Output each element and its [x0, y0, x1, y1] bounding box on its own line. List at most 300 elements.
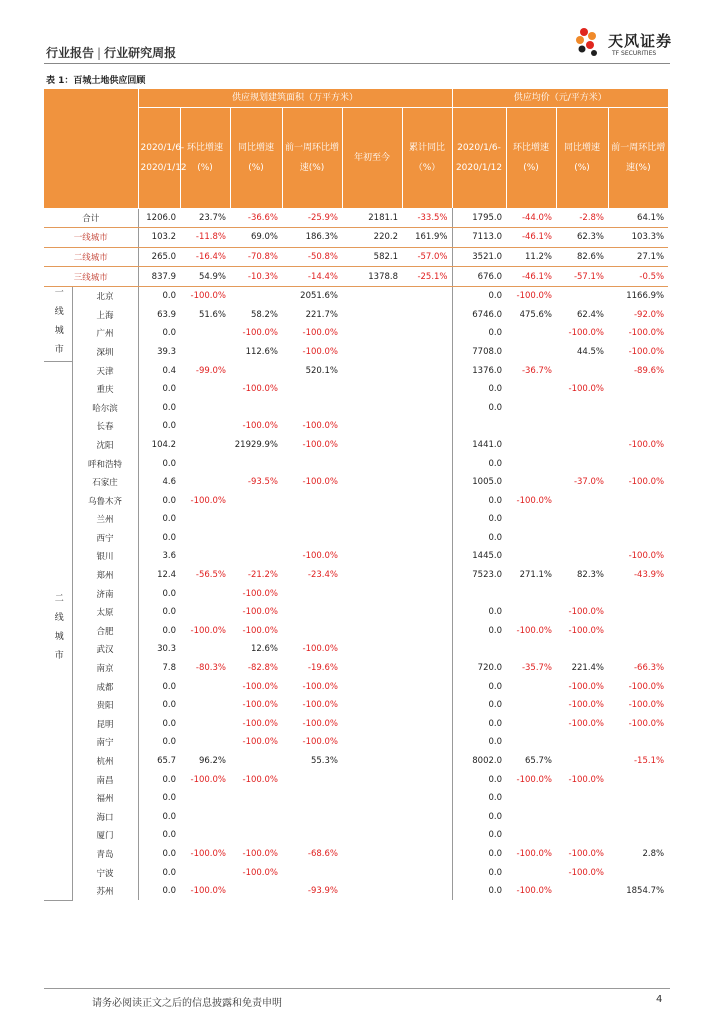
table-cell — [506, 343, 556, 362]
table-cell: 103.2 — [138, 228, 180, 248]
table-cell: -0.5% — [608, 267, 668, 287]
table-cell: 0.0 — [138, 677, 180, 696]
table-cell: -92.0% — [633, 309, 665, 320]
table-cell: 520.1% — [305, 365, 338, 376]
table-cell — [506, 547, 556, 566]
table-row — [44, 715, 668, 734]
table-cell — [282, 622, 342, 641]
table-cell — [342, 361, 402, 380]
table-cell — [180, 380, 230, 399]
table-cell: 0.0 — [452, 491, 506, 510]
table-cell: 0.0 — [452, 603, 506, 622]
table-cell: -100.0% — [190, 774, 226, 785]
table-cell — [180, 529, 230, 548]
table-cell — [506, 733, 556, 752]
header-blank — [44, 89, 138, 208]
table-row — [44, 584, 668, 603]
table-cell — [342, 733, 402, 752]
table-cell — [402, 770, 452, 789]
table-cell — [506, 808, 556, 827]
table-cell — [230, 510, 282, 529]
logo-name-en: TF SECURITIES — [612, 50, 657, 57]
table-cell — [342, 715, 402, 734]
table-cell: 96.2% — [198, 756, 226, 767]
table-row — [44, 286, 668, 305]
column-header: 同比增速(%) — [230, 108, 282, 209]
table-cell: -100.0% — [242, 737, 278, 748]
column-header: 前一周环比增速(%) — [608, 108, 668, 209]
table-cell: 1378.8 — [342, 267, 402, 287]
table-cell: -37.0% — [573, 477, 605, 488]
table-cell: -100.0% — [568, 848, 605, 859]
table-cell — [608, 808, 668, 827]
table-row — [44, 640, 668, 659]
table-cell: 0.0 — [138, 417, 180, 436]
table-cell — [608, 398, 668, 417]
table-cell: 51.6% — [198, 309, 226, 320]
table-row — [44, 547, 668, 566]
row-name: 广州 — [96, 329, 114, 340]
table-cell: -100.0% — [242, 848, 278, 859]
table-cell: -100.0% — [242, 700, 278, 711]
row-name: 兰州 — [96, 515, 114, 526]
table-cell: 0.0 — [138, 529, 180, 548]
table-cell — [230, 361, 282, 380]
table-cell: 0.0 — [138, 733, 180, 752]
table-cell: 475.6% — [519, 309, 553, 320]
table-cell: -23.4% — [307, 570, 338, 581]
table-cell — [230, 529, 282, 548]
table-cell: -100.0% — [628, 346, 665, 357]
table-cell — [608, 863, 668, 882]
table-cell — [342, 436, 402, 455]
table-cell — [402, 286, 452, 305]
table-row — [44, 361, 668, 380]
table-cell — [556, 640, 608, 659]
table-cell — [282, 491, 342, 510]
table-cell: -57.0% — [402, 247, 452, 267]
table-cell: -46.1% — [506, 267, 556, 287]
table-cell: -100.0% — [516, 774, 553, 785]
table-cell — [180, 696, 230, 715]
table-cell — [556, 361, 608, 380]
table-cell — [402, 715, 452, 734]
table-row — [44, 752, 668, 771]
table-cell — [556, 547, 608, 566]
table-cell: 220.2 — [342, 228, 402, 248]
table-cell — [402, 622, 452, 641]
table-cell: 221.7% — [305, 309, 338, 320]
table-cell: -25.9% — [282, 208, 342, 228]
table-cell — [402, 473, 452, 492]
table-cell — [556, 454, 608, 473]
table-cell: 0.0 — [138, 696, 180, 715]
table-cell: -100.0% — [516, 848, 553, 859]
table-cell: -44.0% — [506, 208, 556, 228]
table-cell: 65.7 — [138, 752, 180, 771]
table-cell — [230, 547, 282, 566]
summary-row-tier — [44, 247, 668, 267]
table-cell — [402, 305, 452, 324]
table-cell — [282, 863, 342, 882]
row-name: 乌鲁木齐 — [87, 496, 122, 507]
table-row — [44, 324, 668, 343]
table-cell — [282, 510, 342, 529]
row-name: 济南 — [96, 589, 114, 600]
table-cell: 12.6% — [250, 644, 278, 655]
table-cell: 8002.0 — [452, 752, 506, 771]
table-cell — [402, 324, 452, 343]
table-cell: 2.8% — [642, 848, 665, 859]
table-cell: 2181.1 — [342, 208, 402, 228]
table-cell — [402, 733, 452, 752]
table-cell — [402, 510, 452, 529]
table-cell: 54.9% — [180, 267, 230, 287]
table-row — [44, 770, 668, 789]
table-cell: -100.0% — [568, 774, 605, 785]
table-cell: 7113.0 — [452, 228, 506, 248]
table-cell — [180, 547, 230, 566]
row-name: 海口 — [96, 812, 114, 823]
table-row — [44, 343, 668, 362]
table-cell — [230, 286, 282, 305]
column-header: 环比增速(%) — [506, 108, 556, 209]
table-row — [44, 603, 668, 622]
table-cell — [180, 510, 230, 529]
row-name: 南昌 — [96, 775, 114, 786]
table-cell — [180, 324, 230, 343]
table-cell — [506, 324, 556, 343]
table-cell — [402, 659, 452, 678]
summary-row-total — [44, 208, 668, 228]
table-cell: 39.3 — [138, 343, 180, 362]
row-name: 银川 — [96, 552, 114, 563]
table-cell: -100.0% — [302, 700, 338, 711]
table-cell: 265.0 — [138, 247, 180, 267]
table-cell — [506, 863, 556, 882]
row-name: 福州 — [96, 794, 114, 805]
table-cell — [342, 491, 402, 510]
table-cell — [556, 752, 608, 771]
row-name: 厦门 — [96, 831, 114, 842]
table-row — [44, 417, 668, 436]
table-cell — [180, 603, 230, 622]
table-cell — [180, 789, 230, 808]
table-cell: -100.0% — [242, 421, 278, 432]
table-cell: 82.3% — [577, 570, 605, 581]
table-cell: 65.7% — [525, 756, 553, 767]
row-name: 武汉 — [96, 645, 114, 656]
table-cell — [506, 398, 556, 417]
table-row — [44, 566, 668, 585]
table-cell: 0.0 — [138, 622, 180, 641]
table-cell: 1441.0 — [452, 436, 506, 455]
table-cell — [180, 454, 230, 473]
table-cell — [342, 752, 402, 771]
table-cell — [506, 529, 556, 548]
table-cell — [402, 547, 452, 566]
table-cell: -15.1% — [633, 756, 665, 767]
table-cell — [230, 826, 282, 845]
column-header: 年初至今 — [342, 108, 402, 209]
table-row — [44, 789, 668, 808]
table-cell: 0.0 — [138, 789, 180, 808]
table-cell: -93.5% — [247, 477, 278, 488]
table-cell — [608, 733, 668, 752]
column-header: 环比增速(%) — [180, 108, 230, 209]
table-cell — [342, 324, 402, 343]
row-name: 郑州 — [96, 571, 114, 582]
table-cell: -100.0% — [516, 495, 553, 506]
table-cell — [506, 417, 556, 436]
table-cell — [342, 882, 402, 901]
table-cell — [342, 529, 402, 548]
table-cell: 221.4% — [571, 663, 605, 674]
table-cell: -100.0% — [190, 625, 226, 636]
table-cell — [180, 436, 230, 455]
table-cell — [402, 491, 452, 510]
table-cell — [402, 696, 452, 715]
table-cell — [402, 454, 452, 473]
table-cell: -21.2% — [247, 570, 278, 581]
table-cell — [180, 584, 230, 603]
table-cell: 0.0 — [138, 584, 180, 603]
table-cell: 0.0 — [138, 845, 180, 864]
table-cell: -68.6% — [307, 848, 338, 859]
table-cell: 11.2% — [506, 247, 556, 267]
table-cell — [608, 603, 668, 622]
table-cell: 0.0 — [452, 398, 506, 417]
table-cell: 44.5% — [577, 346, 605, 357]
table-cell: 582.1 — [342, 247, 402, 267]
table-cell — [402, 566, 452, 585]
row-name: 合计 — [44, 208, 138, 228]
row-name: 杭州 — [96, 757, 114, 768]
table-cell: 64.1% — [608, 208, 668, 228]
table-cell: 0.0 — [138, 808, 180, 827]
table-cell: 6746.0 — [452, 305, 506, 324]
row-name: 三线城市 — [44, 267, 138, 287]
table-cell — [230, 789, 282, 808]
table-cell — [180, 733, 230, 752]
table-cell: -100.0% — [302, 681, 338, 692]
table-cell — [282, 584, 342, 603]
tier-group-label: 二线城市 — [44, 361, 72, 900]
table-cell — [402, 845, 452, 864]
table-cell: 0.0 — [452, 529, 506, 548]
table-cell: 0.0 — [138, 398, 180, 417]
table-cell: -100.0% — [242, 774, 278, 785]
table-row — [44, 696, 668, 715]
table-cell: -82.8% — [247, 663, 278, 674]
table-cell: 0.0 — [452, 882, 506, 901]
table-cell: -100.0% — [190, 291, 226, 302]
table-cell: -100.0% — [242, 607, 278, 618]
table-cell — [506, 603, 556, 622]
table-cell: -100.0% — [628, 681, 665, 692]
report-subtitle: 行业研究周报 — [104, 46, 177, 60]
table-cell: -100.0% — [628, 551, 665, 562]
table-cell: 7523.0 — [452, 566, 506, 585]
table-cell — [180, 473, 230, 492]
table-cell — [180, 398, 230, 417]
table-row — [44, 305, 668, 324]
table-cell — [342, 640, 402, 659]
table-cell: -100.0% — [302, 421, 338, 432]
table-cell — [402, 361, 452, 380]
table-cell: 23.7% — [180, 208, 230, 228]
table-cell: 104.2 — [138, 436, 180, 455]
table-cell — [282, 826, 342, 845]
table-row — [44, 677, 668, 696]
table-cell — [402, 603, 452, 622]
group-header-area: 供应规划建筑面积（万平方米） — [138, 89, 452, 108]
table-cell — [230, 491, 282, 510]
table-cell — [342, 603, 402, 622]
row-name: 青岛 — [96, 849, 114, 860]
column-header: 同比增速(%) — [556, 108, 608, 209]
table-cell: 1206.0 — [138, 208, 180, 228]
table-cell: -66.3% — [633, 663, 665, 674]
table-cell — [180, 343, 230, 362]
row-name: 石家庄 — [92, 478, 118, 489]
table-cell: 0.0 — [452, 863, 506, 882]
table-cell — [342, 696, 402, 715]
table-cell: -100.0% — [628, 700, 665, 711]
row-name: 太原 — [96, 608, 114, 619]
table-cell: 0.0 — [452, 808, 506, 827]
table-cell: -100.0% — [568, 681, 605, 692]
row-name: 北京 — [96, 292, 114, 303]
table-row — [44, 622, 668, 641]
table-cell: 0.0 — [452, 324, 506, 343]
table-cell: -100.0% — [242, 384, 278, 395]
table-cell — [608, 454, 668, 473]
row-name: 重庆 — [96, 385, 114, 396]
table-cell: 161.9% — [402, 228, 452, 248]
table-cell — [282, 789, 342, 808]
table-body — [44, 208, 668, 900]
group-header-price: 供应均价（元/平方米） — [452, 89, 668, 108]
table-cell: -80.3% — [195, 663, 226, 674]
table-cell: -50.8% — [282, 247, 342, 267]
table-cell: -36.7% — [521, 365, 553, 376]
table-cell: -100.0% — [568, 867, 605, 878]
table-cell — [342, 454, 402, 473]
table-cell: -25.1% — [402, 267, 452, 287]
table-cell: -33.5% — [402, 208, 452, 228]
table-cell: 0.0 — [452, 677, 506, 696]
table-cell — [282, 398, 342, 417]
logo-name-cn: 天风证券 — [608, 32, 673, 50]
table-cell — [402, 380, 452, 399]
row-name: 成都 — [96, 682, 114, 693]
table-cell — [282, 529, 342, 548]
table-cell — [180, 677, 230, 696]
row-name: 昆明 — [96, 719, 114, 730]
table-cell — [402, 529, 452, 548]
table-cell — [402, 343, 452, 362]
table-cell: 1005.0 — [452, 473, 506, 492]
table-cell — [556, 584, 608, 603]
table-cell — [506, 584, 556, 603]
table-cell: -100.0% — [190, 886, 226, 897]
table-row — [44, 845, 668, 864]
table-cell: -36.6% — [230, 208, 282, 228]
table-cell — [402, 584, 452, 603]
table-cell — [282, 808, 342, 827]
table-cell: 103.3% — [608, 228, 668, 248]
table-cell — [342, 343, 402, 362]
table-cell: -100.0% — [628, 328, 665, 339]
table-cell — [608, 826, 668, 845]
table-cell — [506, 510, 556, 529]
row-name: 南京 — [96, 664, 114, 675]
table-cell: -100.0% — [302, 718, 338, 729]
row-name: 呼和浩特 — [87, 459, 122, 470]
table-cell: 21929.9% — [234, 439, 278, 450]
table-cell — [452, 417, 506, 436]
table-cell — [556, 826, 608, 845]
table-cell — [506, 789, 556, 808]
table-cell: 0.0 — [452, 715, 506, 734]
table-row — [44, 380, 668, 399]
table-cell — [342, 789, 402, 808]
table-cell — [506, 454, 556, 473]
table-cell: 62.4% — [577, 309, 605, 320]
table-cell — [402, 677, 452, 696]
table-cell: 30.3 — [138, 640, 180, 659]
table-cell: -100.0% — [628, 477, 665, 488]
table-cell — [282, 770, 342, 789]
table-cell: -100.0% — [568, 384, 605, 395]
table-row — [44, 510, 668, 529]
table-cell — [230, 882, 282, 901]
table-cell — [556, 529, 608, 548]
row-name: 天津 — [96, 366, 114, 377]
table-cell: -100.0% — [190, 495, 226, 506]
table-cell: 112.6% — [245, 346, 278, 357]
table-cell — [402, 808, 452, 827]
table-cell: -100.0% — [242, 588, 278, 599]
row-name: 哈尔滨 — [92, 403, 118, 414]
table-cell: -100.0% — [242, 681, 278, 692]
row-name: 长春 — [96, 422, 114, 433]
header-divider — [44, 63, 670, 64]
table-cell: -100.0% — [516, 291, 553, 302]
table-cell: -100.0% — [568, 607, 605, 618]
row-name: 西宁 — [96, 533, 114, 544]
table-cell: 69.0% — [230, 228, 282, 248]
table-cell: 0.0 — [138, 863, 180, 882]
footer-disclaimer: 请务必阅读正文之后的信息披露和免责申明 — [92, 998, 282, 1009]
table-cell — [402, 826, 452, 845]
table-cell: -46.1% — [506, 228, 556, 248]
table-cell: -11.8% — [180, 228, 230, 248]
table-cell — [556, 882, 608, 901]
table-row — [44, 733, 668, 752]
table-cell — [342, 473, 402, 492]
table-cell — [342, 826, 402, 845]
row-name: 二线城市 — [44, 247, 138, 267]
table-cell: -56.5% — [195, 570, 226, 581]
table-cell: 82.6% — [556, 247, 608, 267]
table-cell: -100.0% — [302, 644, 338, 655]
table-cell — [342, 510, 402, 529]
table-cell — [556, 733, 608, 752]
table-cell: 0.0 — [452, 845, 506, 864]
table-row — [44, 659, 668, 678]
